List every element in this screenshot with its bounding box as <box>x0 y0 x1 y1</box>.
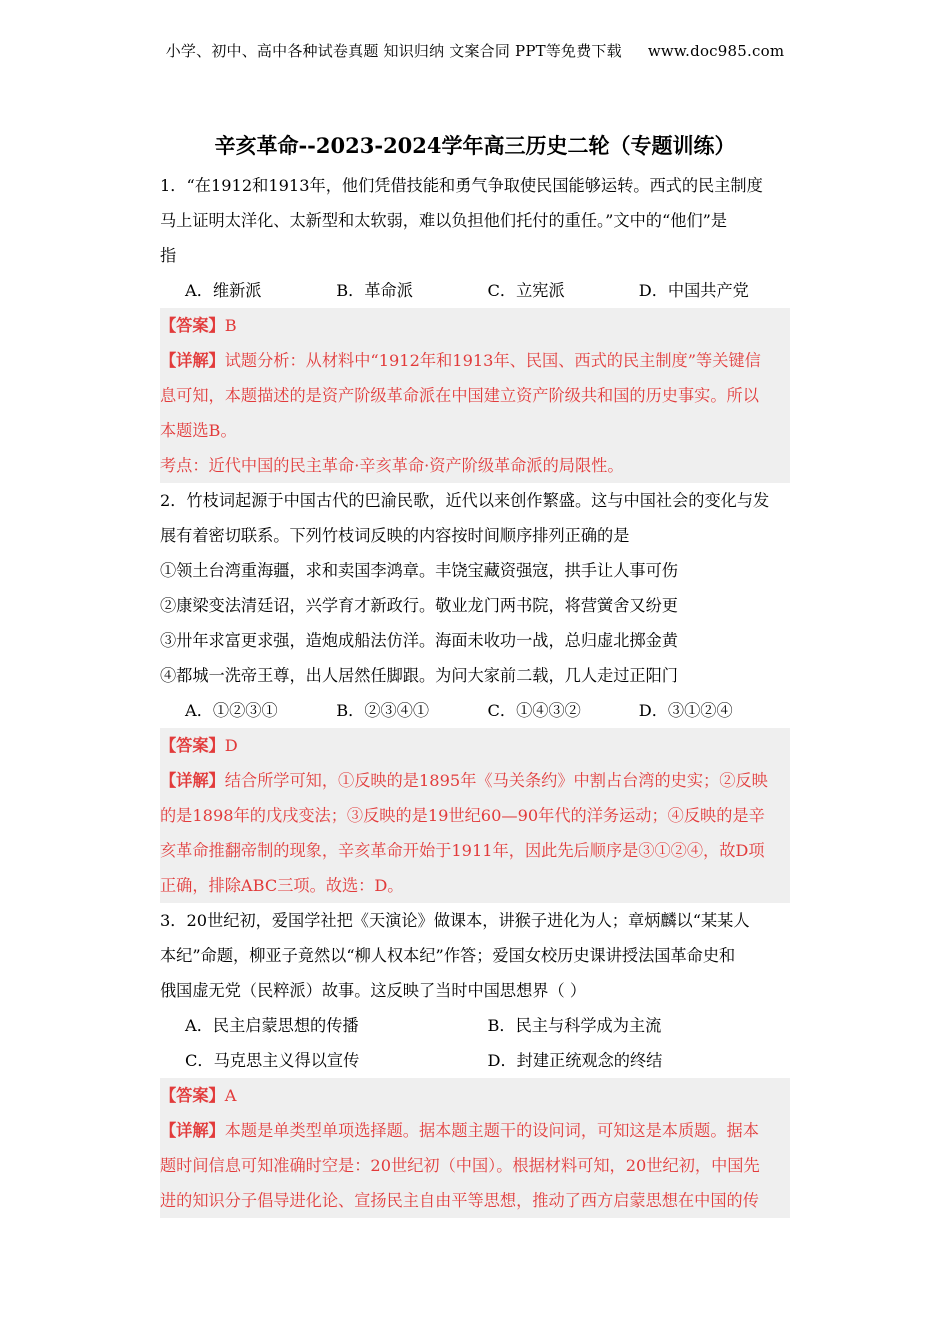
detail-line: 正确，排除ABC三项。故选：D。 <box>160 876 404 895</box>
header-text: 小学、初中、高中各种试卷真题 知识归纳 文案合同 PPT等免费下载 <box>165 42 622 60</box>
detail-text: 结合所学可知，①反映的是1895年《马关条约》中割占台湾的史实；②反映 <box>224 771 768 790</box>
page-title: 辛亥革命--2023-2024学年高三历史二轮（专题训练） <box>214 133 736 158</box>
question-stem-line: 1．“在1912和1913年，他们凭借技能和勇气争取使民国能够运转。西式的民主制度 <box>160 176 763 195</box>
question-stem-line: 3．20世纪初，爱国学社把《天演论》做课本，讲猴子进化为人；章炳麟以“某某人 <box>160 911 750 930</box>
detail-line: 考点：近代中国的民主革命·辛亥革命·资产阶级革命派的局限性。 <box>160 456 624 475</box>
option-d: D．③①②④ <box>638 701 733 720</box>
document-body <box>160 168 790 1218</box>
question-options <box>160 273 790 308</box>
option-c: C．①④③② <box>487 701 581 720</box>
option-b: B．②③④① <box>336 701 430 720</box>
question-2 <box>160 483 790 903</box>
answer-line <box>160 728 790 763</box>
option-b: B．革命派 <box>336 281 413 300</box>
detail-line: 本题选B。 <box>160 421 237 440</box>
option-c: C．立宪派 <box>487 281 565 300</box>
option-a: A．①②③① <box>185 701 278 720</box>
question-1 <box>160 168 790 483</box>
answer-tag: 【答案】 <box>160 1086 225 1105</box>
answer-tag: 【答案】 <box>160 736 225 755</box>
question-stem-line: 2．竹枝词起源于中国古代的巴渝民歌，近代以来创作繁盛。这与中国社会的变化与发 <box>160 491 770 510</box>
answer-block <box>160 308 790 483</box>
detail-line: 亥革命推翻帝制的现象，辛亥革命开始于1911年，因此先后顺序是③①②④，故D项 <box>160 841 765 860</box>
detail-line: 题时间信息可知准确时空是：20世纪初（中国）。根据材料可知，20世纪初，中国先 <box>160 1156 760 1175</box>
answer-line <box>160 308 790 343</box>
detail-line: 的是1898年的戊戌变法；③反映的是19世纪60—90年代的洋务运动；④反映的是辛 <box>160 806 765 825</box>
option-b: B．民主与科学成为主流 <box>487 1016 662 1035</box>
question-stem-line: 俄国虚无党（民粹派）故事。这反映了当时中国思想界（ ） <box>160 981 587 1000</box>
option-c: C．马克思主义得以宣传 <box>185 1051 360 1070</box>
answer-value: A <box>224 1086 237 1105</box>
answer-value: B <box>224 316 237 335</box>
answer-value: D <box>224 736 238 755</box>
page-header <box>0 40 950 61</box>
detail-text: 试题分析：从材料中“1912年和1913年、民国、西式的民主制度”等关键信 <box>224 351 761 370</box>
detail-tag: 【详解】 <box>160 771 225 790</box>
detail-line <box>160 763 790 798</box>
question-stem-line: 展有着密切联系。下列竹枝词反映的内容按时间顺序排列正确的是 <box>160 526 630 545</box>
detail-tag: 【详解】 <box>160 1121 225 1140</box>
question-stem-line: 指 <box>160 246 177 265</box>
question-stem-line: 马上证明太洋化、太新型和太软弱，难以负担他们托付的重任。”文中的“他们”是 <box>160 211 728 230</box>
option-a: A．民主启蒙思想的传播 <box>185 1016 359 1035</box>
question-stem-line: ②康梁变法清廷诏，兴学育才新政行。敬业龙门两书院，将营黉舍又纷更 <box>160 596 678 615</box>
header-site: www.doc985.com <box>647 42 785 60</box>
answer-line <box>160 1078 790 1113</box>
answer-tag: 【答案】 <box>160 316 225 335</box>
option-a: A．维新派 <box>185 281 262 300</box>
detail-line: 进的知识分子倡导进化论、宣扬民主自由平等思想，推动了西方启蒙思想在中国的传 <box>160 1191 759 1210</box>
detail-tag: 【详解】 <box>160 351 225 370</box>
question-options <box>160 1043 790 1078</box>
option-d: D．封建正统观念的终结 <box>487 1051 663 1070</box>
detail-line <box>160 343 790 378</box>
question-stem-line: ③卅年求富更求强，造炮成船法仿洋。海面未收功一战，总归虚北掷金黄 <box>160 631 678 650</box>
question-3 <box>160 903 790 1218</box>
question-options <box>160 693 790 728</box>
detail-line <box>160 1113 790 1148</box>
question-stem-line: 本纪”命题，柳亚子竟然以“柳人权本纪”作答；爱国女校历史课讲授法国革命史和 <box>160 946 736 965</box>
detail-line: 息可知，本题描述的是资产阶级革命派在中国建立资产阶级共和国的历史事实。所以 <box>160 386 759 405</box>
question-stem-line: ①领土台湾重海疆，求和卖国李鸿章。丰饶宝藏资强寇，拱手让人事可伤 <box>160 561 678 580</box>
answer-block <box>160 1078 790 1218</box>
option-d: D．中国共产党 <box>638 281 749 300</box>
question-options <box>160 1008 790 1043</box>
answer-block <box>160 728 790 903</box>
detail-text: 本题是单类型单项选择题。据本题主题干的设问词，可知这是本质题。据本 <box>224 1121 759 1140</box>
question-stem-line: ④都城一洗帝王尊，出人居然任脚跟。为问大家前二载，几人走过正阳门 <box>160 666 678 685</box>
